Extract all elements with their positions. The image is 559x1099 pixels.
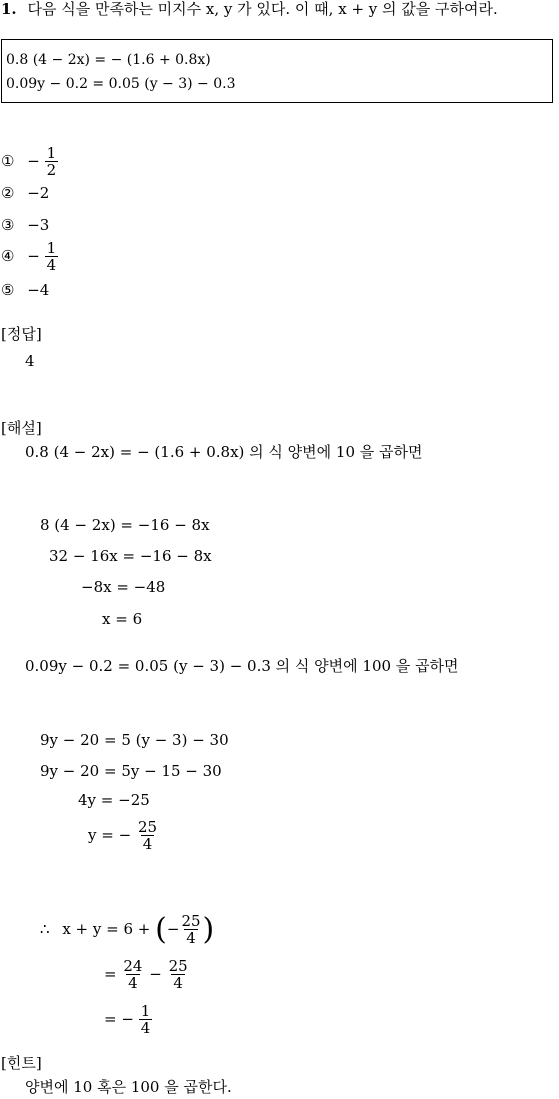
choice-4[interactable] — [1, 241, 58, 273]
fraction-denominator: 4 — [186, 929, 196, 947]
choice-value: −2 — [27, 184, 50, 202]
fraction-denominator: 4 — [140, 1019, 151, 1037]
fraction-denominator: 4 — [173, 974, 183, 992]
final-line-3 — [104, 1004, 152, 1036]
step-2-4 — [88, 820, 159, 852]
choice-value: −4 — [27, 281, 50, 299]
explanation-intro-2: 0.09y − 0.2 = 0.05 (y − 3) − 0.3 의 식 양변에 100 을 곱하면 — [25, 657, 459, 675]
fraction-sign: − — [166, 920, 180, 938]
choice-sign: − — [27, 152, 40, 170]
fraction-numerator: 1 — [140, 1002, 151, 1020]
fraction-numerator: 25 — [181, 912, 201, 930]
fraction-denominator: 4 — [128, 974, 138, 992]
final-fraction-3 — [167, 959, 190, 991]
final-fraction-1 — [179, 914, 202, 946]
y-lhs: y = − — [88, 826, 132, 844]
close-paren: ) — [202, 912, 215, 947]
fraction-numerator: 25 — [137, 818, 158, 836]
minus-sign: − — [149, 965, 162, 983]
question-number: 1. — [1, 0, 17, 18]
hint-heading: [힌트] — [1, 1054, 42, 1072]
final-line-2 — [104, 959, 190, 991]
equation-1: 0.8 (4 − 2x) = − (1.6 + 0.8x) — [6, 52, 211, 68]
equation-2: 0.09y − 0.2 = 0.05 (y − 3) − 0.3 — [6, 76, 236, 92]
choice-marker: ④ — [1, 247, 15, 265]
final-fraction-2 — [121, 959, 144, 991]
step-1-4: x = 6 — [102, 610, 143, 628]
explanation-intro-1: 0.8 (4 − 2x) = − (1.6 + 0.8x) 의 식 양변에 10 을 곱하면 — [25, 443, 423, 461]
choice-5[interactable] — [1, 283, 49, 298]
fraction-numerator: 1 — [46, 144, 57, 162]
choice-value: −3 — [27, 216, 50, 234]
equation-system-box — [1, 39, 553, 103]
step-1-3: −8x = −48 — [81, 578, 166, 596]
step-1-2: 32 − 16x = −16 − 8x — [49, 547, 212, 565]
step-2-2: 9y − 20 = 5y − 15 − 30 — [40, 762, 222, 780]
y-fraction — [136, 820, 159, 852]
fraction-denominator: 4 — [142, 835, 153, 853]
step-1-1: 8 (4 − 2x) = −16 − 8x — [40, 516, 210, 534]
answer-value: 4 — [25, 352, 35, 370]
fraction-numerator: 1 — [46, 239, 57, 257]
choice-2[interactable] — [1, 186, 49, 201]
therefore-symbol: ∴ — [40, 920, 50, 938]
question-text: 다음 식을 만족하는 미지수 x, y 가 있다. 이 때, x + y 의 값을 구하여라. — [27, 0, 498, 18]
choice-3[interactable] — [1, 218, 49, 233]
hint-text: 양변에 10 혹은 100 을 곱한다. — [25, 1078, 232, 1096]
explanation-heading: [해설] — [1, 419, 42, 437]
final-fraction-4 — [139, 1004, 153, 1036]
fraction-numerator: 25 — [168, 957, 188, 975]
choice-fraction — [45, 146, 59, 178]
choice-sign: − — [27, 247, 40, 265]
fraction-numerator: 24 — [123, 957, 143, 975]
equals-sign: = — [104, 965, 117, 983]
choice-marker: ⑤ — [1, 281, 15, 299]
final-line-1 — [40, 914, 214, 946]
choice-marker: ③ — [1, 216, 15, 234]
question-line — [1, 2, 498, 17]
final-lhs: x + y = 6 + — [62, 920, 151, 938]
choice-marker: ② — [1, 184, 15, 202]
fraction-denominator: 2 — [46, 161, 57, 179]
fraction-denominator: 4 — [46, 256, 57, 274]
answer-heading: [정답] — [1, 325, 42, 343]
step-2-1: 9y − 20 = 5 (y − 3) − 30 — [40, 731, 229, 749]
choice-1[interactable] — [1, 146, 58, 178]
choice-fraction — [45, 241, 59, 273]
step-2-3: 4y = −25 — [78, 791, 150, 809]
choice-marker: ① — [1, 152, 15, 170]
equals-minus: = − — [104, 1010, 134, 1028]
open-paren: ( — [155, 912, 167, 947]
